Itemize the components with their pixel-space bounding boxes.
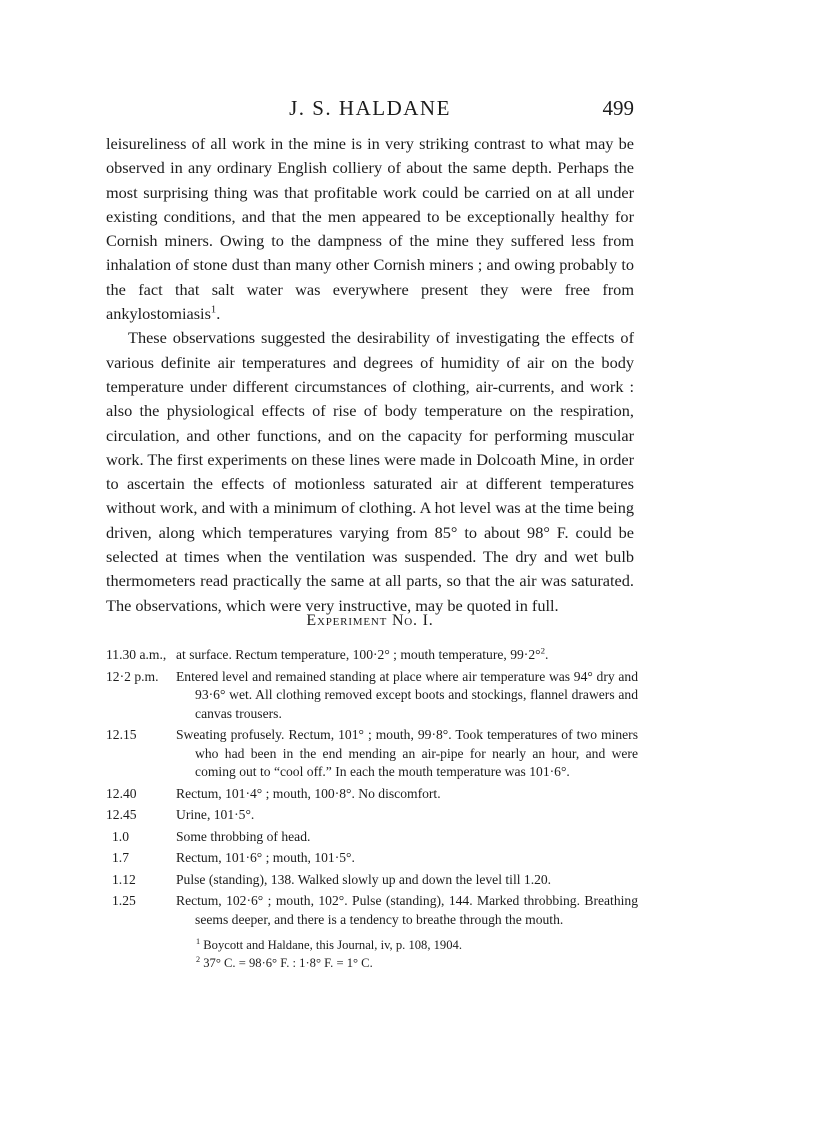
paragraph-1: leisureliness of all work in the mine is in very striking contrast to what may be observed in any ordinary English colliery of about the same depth. Perhaps the most surprising thing was that profitable work could be carried on at all under existing conditions, and that the men appeared to be exceptionally healthy for Cornish miners. Owing to the dampness of the mine they suffered less from inhalation of stone dust than many other Cornish miners ; and owing probably to the fact that salt water was everywhere present they were free from ankylostomiasis$^1$. [106,134,634,324]
footnote-mark: 2 [196,954,201,964]
log-time: 12·2 p.m. [106,668,159,684]
experiment-log [106,646,638,932]
log-entry [106,871,638,890]
log-text: Pulse (standing), 138. Walked slowly up and down the level till 1.20. [176,871,552,887]
page-number: 499 [602,96,634,120]
log-entry [106,892,638,929]
log-time: 12.15 [106,727,137,742]
experiment-heading: Experiment No. I. [306,612,434,629]
log-text: at surface. Rectum temperature, 100·2° ; mouth temperature, 99·2°$^2$. [176,645,549,662]
log-time: 1.25 [112,893,136,908]
footnote-1 [196,936,636,954]
log-entry [106,849,638,868]
footnote-text: Boycott and Haldane, this Journal, iv, p. 108, 1904. [203,938,462,952]
running-head: J. S. HALDANE [289,96,451,120]
log-text: Rectum, 101·4° ; mouth, 100·8°. No discomfort. [176,785,441,801]
log-time: 12.40 [106,785,137,801]
paragraph-1-text: leisureliness of all work in the mine is in very striking contrast to what may be observed in any ordinary English colliery of about the same depth. Perhaps the most surprising thing was that profitable work could be carried on at all under existing conditions, and that the men appeared to be exceptionally healthy for Cornish miners. Owing to the dampness of the mine they suffered less from inhalation of stone dust than many other Cornish miners ; and owing probably to the fact that salt water was everywhere present they were free from ankylostomiasis [106,134,634,324]
log-entry [106,828,638,847]
footnote-2 [196,954,636,972]
log-entry [106,646,638,665]
log-text: Sweating profusely. Rectum, 101° ; mouth, 99·8°. Took temperatures of two miners who had been in the end mending an air-pipe for nearly an hour, and were coming out to “cool off.” In each the mouth temperature was 101·6°. [176,727,638,779]
log-entry [106,785,638,804]
log-text: Entered level and remained standing at place where air temperature was 94° dry and 93·6° wet. All clothing removed except boots and stockings, flannel drawers and canvas trousers. [176,668,638,721]
log-entry [106,726,638,782]
footnote-ref-2: 2 [540,645,545,656]
log-time: 12.45 [106,807,137,822]
log-text: Urine, 101·5°. [176,807,255,822]
log-text: Some throbbing of head. [176,828,311,844]
log-text: Rectum, 101·6° ; mouth, 101·5°. [176,850,355,865]
log-entry [106,806,638,825]
log-time: 1.0 [112,828,129,844]
footnote-mark: 1 [196,936,201,946]
page-header [106,96,634,124]
footnote-ref-1: 1 [210,304,217,316]
log-text-body: at surface. Rectum temperature, 100·2° ; mouth temperature, 99·2° [176,647,541,662]
log-text: Rectum, 102·6° ; mouth, 102°. Pulse (standing), 144. Marked throbbing. Breathing seems deeper, and there is a tendency to breathe through the mouth. [176,893,638,927]
log-time: 1.7 [112,850,129,865]
paragraph-2: These observations suggested the desirability of investigating the effects of various definite air temperatures and degrees of humidity of air on the body temperature under different circumstances of clothing, air-currents, and work : also the physiological effects of rise of body temperature on the respiration, circulation, and other functions, and on the capacity for performing muscular work. The first experiments on these lines were made in Dolcoath Mine, in order to ascertain the effects of motionless saturated air at different temperatures without work, and with a minimum of clothing. A hot level was at the time being driven, along which temperatures varying from 85° to about 98° F. could be selected at times when the ventilation was suspended. The dry and wet bulb thermometers read practically the same at all parts, so that the air was saturated. The observations, which were very instructive, may be quoted in full. [106,328,634,615]
footnote-text: 37° C. = 98·6° F. : 1·8° F. = 1° C. [203,956,373,970]
body-text [106,132,634,618]
log-time: 1.12 [112,871,136,887]
footnotes [196,936,636,972]
log-entry [106,668,638,724]
log-time: 11.30 a.m., [106,647,167,662]
